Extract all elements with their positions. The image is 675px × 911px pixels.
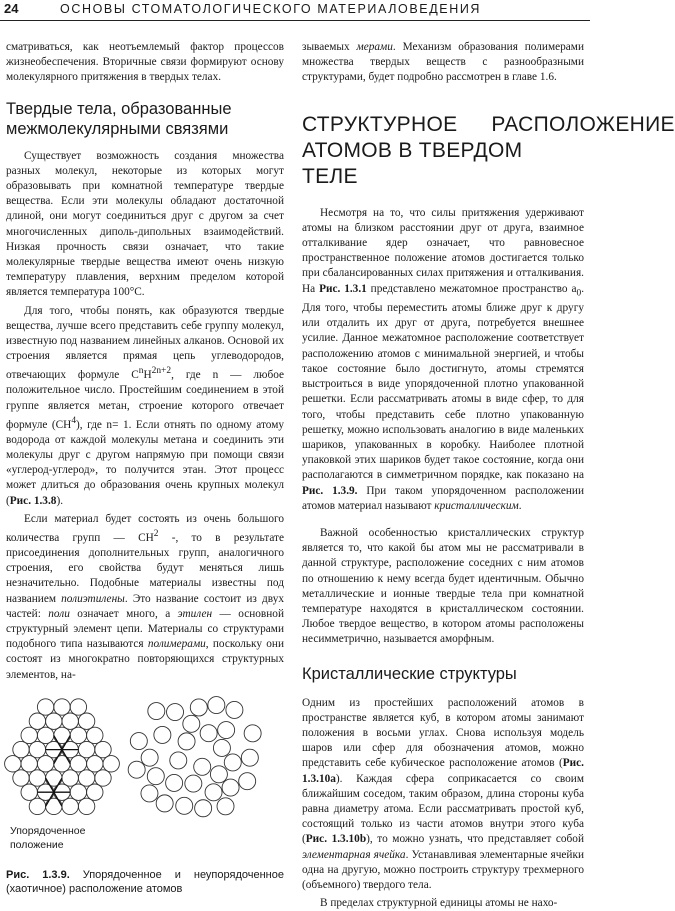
ordered-atom [29, 741, 45, 757]
disordered-atom [141, 749, 158, 766]
ordered-atom [62, 798, 78, 814]
disordered-atom [185, 775, 202, 792]
ordered-atom [70, 727, 86, 743]
disordered-atom [154, 726, 171, 743]
ordered-atom [37, 727, 53, 743]
disordered-atom [222, 779, 239, 796]
ordered-atom [13, 741, 29, 757]
page-header [0, 0, 590, 24]
ordered-atom [78, 770, 94, 786]
neighbour-bond-line [46, 792, 54, 806]
neighbour-bond-line [54, 749, 62, 763]
ordered-atom [46, 713, 62, 729]
ordered-atom [29, 798, 45, 814]
disordered-atom [128, 761, 145, 778]
section-heading-molecular-solids [6, 99, 284, 139]
ordered-atom [78, 798, 94, 814]
disordered-atom [147, 768, 164, 785]
header-rule [0, 20, 590, 21]
disordered-atom [156, 795, 173, 812]
disordered-atom [218, 721, 235, 738]
heading-line-2: АТОМОВ В ТВЕРДОМ ТЕЛЕ [302, 138, 523, 188]
ordered-atom [95, 770, 111, 786]
disordered-atom [148, 702, 165, 719]
ordered-atom [21, 755, 37, 771]
ordered-atom [70, 784, 86, 800]
neighbour-bond-line [54, 735, 62, 749]
figure-caption: Рис. 1.3.9. Упорядоченное и неупорядоченное (хаотичное) расположение атомов [6, 868, 284, 895]
disordered-atom [166, 774, 183, 791]
disordered-atom [183, 715, 200, 732]
ordered-atom [95, 741, 111, 757]
disordered-atom [205, 784, 222, 801]
disordered-atom [208, 696, 225, 713]
ordered-atom [78, 741, 94, 757]
paragraph-polymers: Если материал будет состоять из очень большого количества групп — $СН^2$ -, то в результате присоединения дополнительных групп, аналогичного строения, его свойства будут меняться лишь незначительно. Подобные материалы известны под названием полиэтилены. Это название состоит из двух частей: поли означает много, а этилен — основной структурный элемент цепи. Материалы со структурами подобного типа называются полимерами, поскольку они состоят из многократно повторяющихся структурных элементов, на- [6, 512, 285, 681]
ordered-atom [54, 699, 70, 715]
disordered-atom [170, 752, 187, 769]
section-heading-crystal-structures: Кристаллические структуры [302, 664, 517, 683]
paragraph-molecules: Существует возможность создания множества разных молекул, некоторые из которых могут образовывать при комнатной температуре твердые вещества. Если эти молекулы обладают достаточной длиной, они могут соединиться друг с другом за счет многочисленных диполь-дипольных взаимодействий. Низкая прочность связи означает, что такие молекулярные твердые вещества имеют очень низкую температуру плавления, верхним пределом которой является температура 100°С. [6, 149, 284, 299]
ordered-atom [62, 713, 78, 729]
right-column [302, 40, 675, 911]
disordered-atom [195, 800, 212, 817]
figure-label-ordered: Упорядоченное положение [10, 824, 86, 851]
heading-line-2: межмолекулярными связями [6, 119, 229, 138]
neighbour-bond-line [46, 778, 54, 792]
left-intro-paragraph: сматриваться, как неотъемлемый фактор процессов жизнеобеспечения. Вторичные связи формируют основу молекулярного притяжения в твердых телах. [6, 41, 284, 84]
disordered-atom [241, 749, 258, 766]
ordered-atom [62, 770, 78, 786]
heading-word-1: СТРУКТУРНОЕ [302, 112, 458, 136]
disordered-atom [190, 699, 207, 716]
paragraph-alkanes: Для того, чтобы понять, как образуются твердые вещества, лучше всего представить себе группу молекул, известную под названием линейных алканов. Основой их строения является прямая цепь углеводородов, отвечающих формуле $C^nH^{2n+2}$, где n — любое положительное число. Простейшим соединением в этой группе является метан, строение которого отвечает формуле $(СН^4)$, где n= 1. Если отнять по одному атому водорода от каждой молекулы метана и соединить эти молекулы друг с другом напрямую при помощи связи «углерод-углерод», то получится этан. Этот процесс может длиться до образования очень крупных молекул (Рис. 1.3.8). [6, 304, 285, 507]
right-intro-paragraph: зываемых мерами. Механизм образования полимерами множества твердых веществ с разнообразными структурами, будет подробно рассмотрен в главе 1.6. [302, 41, 585, 84]
ordered-atom [70, 755, 86, 771]
disordered-atom [194, 758, 211, 775]
ordered-atom [87, 727, 103, 743]
running-title: ОСНОВЫ СТОМАТОЛОГИЧЕСКОГО МАТЕРИАЛОВЕДЕНИЯ [60, 2, 482, 16]
paragraph-cube: Одним из простейших расположений атомов в пространстве является куб, в котором атомы занимают положения в восьми углах. Снова используя модель шаров или сфер для обозначения атомов, можно представить себе кубическое расположение атомов (Рис. 1.3.10а). Каждая сфера соприкасается со своим ближайшим соседом, таким образом, длина стороны куба равна диаметру атома. Если рассматривать простой куб, состоящий только из части атомов внутри этого куба (Рис. 1.3.10b), то можно узнать, что представляет собой элементарная ячейка. Устанавливая элементарные ячейки одна на другую, можно построить структуру трехмерного (объемного) твердого тела. [302, 696, 584, 891]
paragraph-unit-cell: В пределах структурной единицы атомы не нахо- [320, 897, 558, 910]
ordered-atom [46, 770, 62, 786]
ordered-atom [29, 713, 45, 729]
disordered-atom [213, 739, 230, 756]
neighbour-bond-line [54, 792, 62, 806]
ordered-atom [37, 755, 53, 771]
disordered-atom [141, 785, 158, 802]
figure-ref: Рис. 1.3.8 [9, 494, 57, 507]
neighbour-bond-line [54, 778, 62, 792]
ordered-atom [21, 784, 37, 800]
ordered-atom [70, 699, 86, 715]
ordered-atom [78, 713, 94, 729]
ordered-atom [29, 770, 45, 786]
disordered-atom [244, 725, 261, 742]
disordered-atom [178, 733, 195, 750]
ordered-atom [54, 727, 70, 743]
disordered-atom [130, 732, 147, 749]
disordered-atom [167, 703, 184, 720]
paragraph-crystal-features: Важной особенностью кристаллических структур является то, что какой бы атом мы не рассматривали в данной структуре, расположение соседних с ним атомов по отношению к нему всегда будет идентичным. Обычно металлические и ионные твердые тела при комнатной температуре находятся в кристаллическом состоянии. Любое твердое вещество, в котором атомы расположены несимметрично, называется аморфным. [302, 526, 584, 646]
ordered-atom [5, 755, 21, 771]
figure-atom-arrangement [6, 693, 284, 868]
caption-ref: Рис. 1.3.9. [6, 868, 70, 881]
disordered-atom [239, 772, 256, 789]
heading-word-2: РАСПОЛОЖЕНИЕ [491, 112, 675, 136]
disordered-atom [176, 797, 193, 814]
left-column [6, 40, 284, 896]
page-number: 24 [4, 1, 19, 16]
ordered-atom [13, 770, 29, 786]
ordered-atom [54, 755, 70, 771]
neighbour-bond-line [62, 749, 70, 763]
ordered-atom [21, 727, 37, 743]
disordered-atom [226, 701, 243, 718]
ordered-atom [37, 699, 53, 715]
neighbour-bond-line [62, 735, 70, 749]
ordered-atom [87, 755, 103, 771]
disordered-atom [217, 798, 234, 815]
ordered-atom [103, 755, 119, 771]
disordered-atom [200, 725, 217, 742]
disordered-atom [224, 754, 241, 771]
ordered-atom [87, 784, 103, 800]
paragraph-atom-spacing: Несмотря на то, что силы притяжения удерживают атомы на близком расстоянии друг от друга, взаимное отталкивание ядер означает, что равновесное пространственное положение атомов достигается только при сбалансированных силах притяжения и отталкивания. На Рис. 1.3.1 представлено межатомное пространство $a_0$. Для того, чтобы переместить атомы ближе друг к другу или отдалить их друг от друга, потребуется внешнее усилие. Данное межатомное расположение соответствует расположению атомов с минимальной энергией, и чтобы такое состояние было достигнуто, атомы стремятся выстроиться в виде упорядоченной плотно упакованной решетки. Если рассматривать атомы в виде сфер, то для того, чтобы представить себе плотно упакованную решетку, можно использовать аналогию в виде маленьких шариков, упакованных в коробку. Наиболее плотной упаковкой этих шариков будет такое состояние, когда они располагаются в симметричном порядке, как показано на Рис. 1.3.9. При таком упорядоченном расположении атомов материал называют кристаллическим. [302, 206, 585, 512]
ordered-atom [46, 798, 62, 814]
heading-line-1: Твердые тела, образованные [6, 99, 232, 118]
disordered-atom [210, 766, 227, 783]
chapter-heading [302, 112, 675, 190]
